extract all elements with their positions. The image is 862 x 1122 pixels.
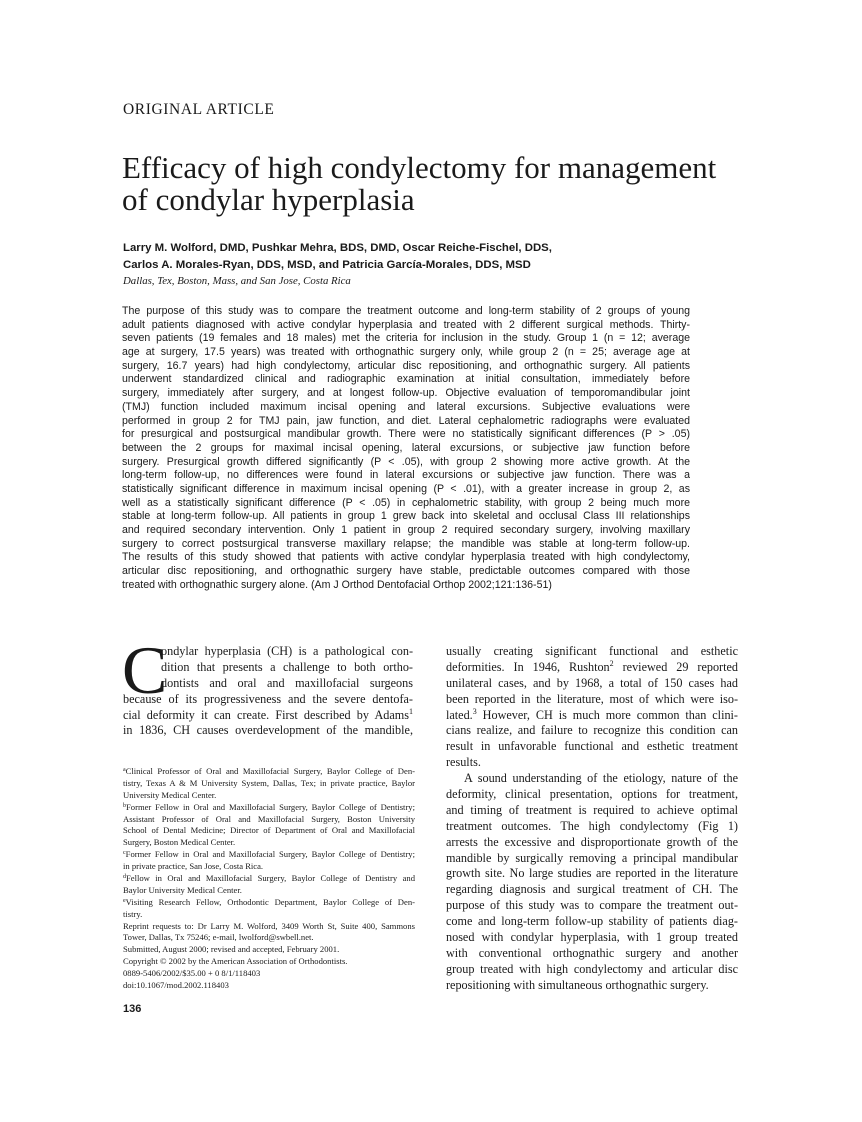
body-line: cial deformity it can create. First described by Adams$^1$ [123, 707, 413, 722]
body-line: growth site. No large studies are reported in the literature [446, 866, 738, 881]
body-line: come and long-term follow-up stability of patients diag- [446, 914, 738, 929]
issn-line: 0889-5406/2002/$35.00 + 0 8/1/118403 [123, 968, 261, 979]
author-line-2: Carlos A. Morales-Ryan, DDS, MSD, and Patricia García-Morales, DDS, MSD [123, 259, 531, 271]
body-line: unilateral cases, and by 1968, a total of 150 cases had [446, 675, 738, 690]
footnotes [123, 766, 415, 992]
abstract-line: stable at long-term follow-up. All patients in group 1 grew back into skeletal and occlusal Class III relationships [122, 510, 690, 523]
copyright-line: Copyright © 2002 by the American Association of Orthodontists. [123, 956, 348, 967]
footnote-line: tistry. [123, 908, 143, 919]
footnote-line: $^a$Clinical Professor of Oral and Maxillofacial Surgery, Baylor College of Den- [123, 766, 415, 776]
body-line: mandible by surgically removing a principal mandibular [446, 850, 738, 865]
left-column-text [123, 644, 413, 739]
body-line: results. [446, 755, 481, 770]
article-title-line-1: Efficacy of high condylectomy for management [122, 150, 717, 185]
body-line: nosed with condylar hyperplasia, with 1 group treated [446, 930, 738, 945]
body-line: and timing of treatment is required to achieve optimal [446, 802, 738, 817]
section-label: ORIGINAL ARTICLE [123, 101, 275, 118]
abstract-line: performed in group 2 for TMJ pain, jaw function, and diet. Lateral cephalometric radiographs were evaluated [122, 414, 690, 427]
author-affiliation: Dallas, Tex, Boston, Mass, and San Jose, Costa Rica [123, 275, 351, 287]
doi-line: doi:10.1067/mod.2002.118403 [123, 980, 229, 991]
footnote-line: School of Dental Medicine; Director of Department of Oral and Maxillofacial [123, 825, 415, 836]
reference-superscript: 2 [609, 659, 614, 668]
footnote-line: Assistant Professor of Oral and Maxillofacial Surgery, Boston University [123, 813, 415, 824]
body-line: dition that presents a challenge to both ortho- [161, 659, 413, 674]
body-line: result in unfavorable functional and esthetic treatment [446, 739, 738, 754]
body-line: treatment outcomes. The high condylectomy (Fig 1) [446, 818, 738, 833]
abstract-line: statistically significant difference in maximum incisal opening (P < .01), with a greater increase in group 2, as [122, 482, 690, 495]
abstract-line: long-term follow-up, no differences were found in lateral excursions or subjective jaw function. There was a [122, 469, 690, 482]
abstract-line: The results of this study showed that patients with active condylar hyperplasia treated with high condylectomy, [122, 551, 690, 564]
footnote-line: $^e$Visiting Research Fellow, Orthodontic Department, Baylor College of Den- [123, 896, 415, 907]
reference-superscript: 1 [409, 707, 413, 716]
body-line: deformity, clinical presentation, options for treatment, [446, 787, 738, 802]
abstract-line: (TMJ) function included maximum incisal opening and lateral excursions. Subjective evaluations were [122, 400, 690, 413]
abstract-line: between the 2 groups for maximal incisal opening, lateral excursions, or subjective jaw function before [122, 441, 690, 454]
reprint-line: Reprint requests to: Dr Larry M. Wolford, 3409 Worth St, Suite 400, Sammons [123, 920, 415, 931]
drop-cap: C [122, 632, 168, 708]
body-line: in 1836, CH causes overdevelopment of the mandible, [123, 723, 413, 738]
body-line: purpose of this study was to compare the treatment out- [446, 898, 738, 913]
body-line: deformities. In 1946, Rushton$^2$ reviewed 29 reported [446, 659, 738, 674]
body-line: ondylar hyperplasia (CH) is a pathological con- [161, 644, 413, 658]
body-line: regarding diagnosis and surgical treatment of CH. The [446, 882, 738, 897]
body-line: usually creating significant functional and esthetic [446, 644, 738, 658]
abstract [122, 305, 690, 592]
abstract-line: and required secondary intervention. Only 1 patient in group 2 required secondary surgery, involving maxillary [122, 524, 690, 536]
footnote-line: Baylor University Medical Center. [123, 884, 242, 895]
body-line: cians realize, and failure to recognize this condition can [446, 723, 738, 738]
footnote-line: $^b$Former Fellow in Oral and Maxillofacial Surgery, Baylor College of Dentistry; [123, 801, 415, 812]
body-line: repositioning with simultaneous orthognathic surgery. [446, 977, 709, 992]
body-line: A sound understanding of the etiology, nature of the [464, 771, 738, 786]
footnote-line: tistry, Texas A & M University System, Dallas, Tex; in private practice, Baylor [123, 777, 415, 788]
article-title [122, 152, 762, 216]
abstract-line: seven patients (19 females and 18 males) met the criteria for inclusion in the study. Group 1 (n = 12; average [122, 332, 690, 345]
abstract-line: well as a statistically significant difference (P < .05) in cephalometric stability, with group 2 being much more [122, 496, 690, 509]
submitted-line: Submitted, August 2000; revised and accepted, February 2001. [123, 944, 340, 955]
article-title-line-2: of condylar hyperplasia [122, 182, 415, 217]
right-column-text [446, 644, 738, 994]
abstract-line: surgery to correct postsurgical transverse maxillary relapse; the mandible was stable at long-term follow-up. [122, 537, 690, 550]
abstract-line: for presurgical and postsurgical mandibular growth. There were no statistically significant differences (P > .05) [122, 428, 690, 441]
reprint-line: Tower, Dallas, Tx 75246; e-mail, lwolford@swbell.net. [123, 932, 314, 943]
author-line-1: Larry M. Wolford, DMD, Pushkar Mehra, BDS, DMD, Oscar Reiche-Fischel, DDS, [123, 242, 552, 254]
body-line: been reported in the literature, most of which were iso- [446, 691, 738, 706]
abstract-line: articular disc repositioning, and orthognathic surgery have stable, predictable outcomes compared with those [122, 565, 690, 578]
abstract-line: surgery, immediately after surgery, and at longest follow-up. Objective evaluation of temporomandibular joint [122, 387, 690, 400]
footnote-line: Surgery, Boston Medical Center. [123, 837, 236, 848]
body-line: because of its progressiveness and the severe dentofa- [123, 691, 413, 706]
abstract-line: underwent standardized clinical and radiographic examination at initial consultation, immediately before [122, 373, 690, 386]
reference-superscript: 3 [472, 707, 477, 716]
footnote-line: $^c$Former Fellow in Oral and Maxillofacial Surgery, Baylor College of Dentistry; [123, 849, 415, 860]
body-line: with conventional orthognathic surgery and another [446, 945, 738, 960]
author-list [123, 240, 743, 274]
abstract-line: surgery. Presurgical growth differed significantly (P < .05), with group 2 showing more active growth. At the [122, 455, 690, 468]
abstract-line: age at surgery, 17.5 years) was treated with orthognathic surgery only, while group 2 (n = 25; average age at [122, 346, 690, 359]
abstract-line: adult patients diagnosed with active condylar hyperplasia and treated with 2 different surgical methods. Thirty- [122, 318, 690, 331]
body-line: lated.$^3$ However, CH is much more common than clini- [446, 707, 738, 722]
abstract-line: The purpose of this study was to compare the treatment outcome and long-term stability of 2 groups of young [122, 305, 690, 317]
abstract-line: treated with orthognathic surgery alone. (Am J Orthod Dentofacial Orthop 2002;121:136-51) [122, 578, 552, 591]
footnote-line: $^d$Fellow in Oral and Maxillofacial Surgery, Baylor College of Dentistry and [123, 873, 415, 884]
body-line: arrests the excessive and disproportionate growth of the [446, 834, 738, 849]
page-number: 136 [123, 1003, 142, 1015]
footnote-line: University Medical Center. [123, 789, 217, 800]
footnote-line: in private practice, San Jose, Costa Rica. [123, 861, 264, 872]
abstract-line: surgery, 16.7 years) had high condylectomy, articular disc repositioning, and orthognathic surgery. All patients [122, 359, 690, 372]
body-line: group treated with high condylectomy and articular disc [446, 961, 738, 976]
body-line: dontists and oral and maxillofacial surgeons [161, 675, 413, 690]
